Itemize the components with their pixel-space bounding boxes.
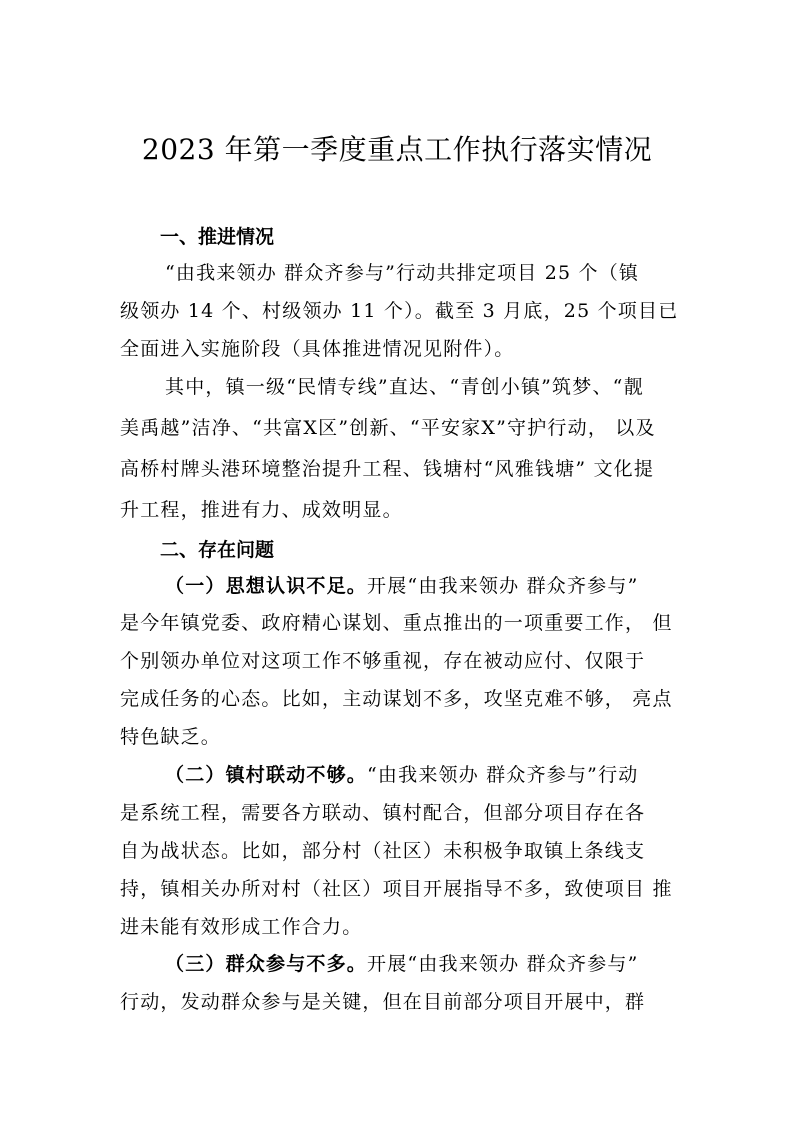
- paragraph-line: “由我来领办 群众齐参与”行动共排定项目 25 个（镇: [165, 262, 640, 284]
- paragraph-line: 全面进入实施阶段（具体推进情况见附件）。: [120, 338, 515, 360]
- paragraph-line: 级领办 14 个、村级领办 11 个）。截至 3 月底，25 个项目已: [120, 300, 679, 322]
- item-first-line: [165, 949, 638, 979]
- paragraph-line: 个别领办单位对这项工作不够重视，存在被动应付、仅限于: [120, 650, 646, 672]
- paragraph-line: 高桥村牌头港环境整治提升工程、钱塘村“风雅钱塘” 文化提: [120, 458, 655, 480]
- section-heading-progress: 一、推进情况: [160, 226, 275, 248]
- page-title: 2023 年第一季度重点工作执行落实情况: [141, 133, 653, 166]
- paragraph-line: 完成任务的心态。比如，主动谋划不多，攻坚克难不够， 亮点: [120, 688, 673, 710]
- paragraph-line: 美禹越”洁净、“共富X区”创新、“平安家X”守护行动， 以及: [120, 417, 656, 439]
- section-heading-problems: 二、存在问题: [160, 539, 275, 561]
- paragraph-line: 持，镇相关办所对村（社区）项目开展指导不多，致使项目 推: [120, 878, 673, 900]
- paragraph-line: 特色缺乏。: [120, 726, 222, 748]
- paragraph-line: 是今年镇党委、政府精心谋划、重点推出的一项重要工作， 但: [120, 612, 673, 634]
- paragraph-line: 是系统工程，需要各方联动、镇村配合，但部分项目存在各: [120, 802, 646, 824]
- paragraph-line: 自为战状态。比如，部分村（社区）未积极争取镇上条线支: [120, 840, 646, 862]
- item-text: “由我来领办 群众齐参与”行动: [367, 764, 639, 786]
- item-text: 开展“由我来领办 群众齐参与”: [367, 953, 639, 975]
- item-lead-thinking: （一）思想认识不足。: [165, 575, 368, 597]
- item-lead-linkage: （二）镇村联动不够。: [165, 764, 368, 786]
- item-lead-participation: （三）群众参与不多。: [165, 953, 368, 975]
- paragraph-line: 升工程，推进有力、成效明显。: [120, 499, 403, 521]
- item-first-line: [165, 571, 638, 601]
- paragraph-line: 进未能有效形成工作合力。: [120, 916, 363, 938]
- item-text: 开展“由我来领办 群众齐参与”: [367, 575, 639, 597]
- item-first-line: [165, 760, 638, 790]
- paragraph-line: 其中，镇一级“民情专线”直达、“青创小镇”筑梦、“靓: [165, 376, 644, 398]
- paragraph-line: 行动，发动群众参与是关键，但在目前部分项目开展中，群: [120, 991, 646, 1013]
